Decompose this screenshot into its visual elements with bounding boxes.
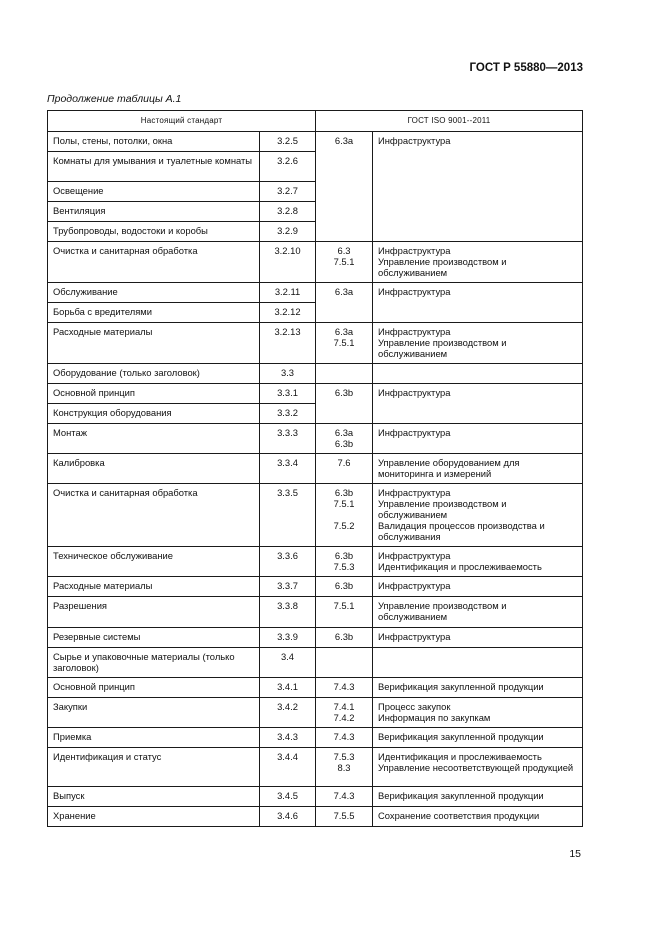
iso-clause-numbers [316,132,373,242]
iso-clause-title-line: Управление оборудованием для мониторинга и измерений [378,457,520,479]
iso-clause-numbers [316,597,373,628]
iso-clause-numbers [316,364,373,384]
iso-clause-numbers [316,787,373,807]
iso-clause-number: 7.5.3 [333,751,355,762]
clause-number: 3.2.8 [260,202,316,222]
iso-clause-number: 6.3a [334,427,354,438]
clause-number: 3.2.10 [260,242,316,283]
table-row [48,283,583,303]
iso-clause-number: 7.5.3 [333,561,355,572]
iso-clause-title-line: Управление производством и обслуживанием [378,256,507,278]
table-row [48,547,583,577]
table-row [48,698,583,728]
iso-clause-number: 7.4.1 [333,701,355,712]
table-row [48,628,583,648]
iso-clause-number: 7.4.3 [333,731,355,742]
clause-number: 3.4.6 [260,807,316,827]
clause-number: 3.2.11 [260,283,316,303]
iso-clause-title-line: Информация по закупкам [378,712,491,723]
clause-name: Очистка и санитарная обработка [48,242,260,283]
iso-clause-title-line: Инфраструктура [378,580,451,591]
doc-code: ГОСТ Р 55880—2013 [469,62,583,74]
iso-clause-number: 6.3a [334,326,354,337]
clause-name: Резервные системы [48,628,260,648]
clause-number: 3.3.4 [260,454,316,484]
table-row [48,424,583,454]
iso-clause-title-line: Инфраструктура [378,326,451,337]
clause-name: Монтаж [48,424,260,454]
clause-number: 3.2.9 [260,222,316,242]
iso-clause-title-line: Верификация закупленной продукции [378,681,544,692]
table-row [48,577,583,597]
iso-clause-title [373,384,583,424]
table-header-row [48,111,583,132]
iso-clause-title-line: Верификация закупленной продукции [378,790,544,801]
table-row [48,787,583,807]
iso-clause-title [373,748,583,787]
clause-name: Хранение [48,807,260,827]
iso-clause-title-line: Инфраструктура [378,286,451,297]
clause-number: 3.3.7 [260,577,316,597]
clause-number: 3.3.9 [260,628,316,648]
page-number: 15 [569,848,581,860]
iso-clause-numbers [316,323,373,364]
iso-clause-number: 8.3 [337,762,351,773]
clause-name: Сырье и упаковочные материалы (только заголовок) [48,648,260,678]
iso-clause-title [373,577,583,597]
iso-clause-number: 7.4.3 [333,790,355,801]
iso-clause-title-line: Верификация закупленной продукции [378,731,544,742]
correspondence-table [47,110,583,827]
iso-clause-number: 7.4.2 [333,712,355,723]
table-row [48,678,583,698]
iso-clause-numbers [316,698,373,728]
iso-clause-numbers [316,454,373,484]
clause-name: Полы, стены, потолки, окна [48,132,260,152]
table-row [48,648,583,678]
clause-number: 3.3.2 [260,404,316,424]
iso-clause-title-line: Процесс закупок [378,701,451,712]
clause-name: Освещение [48,182,260,202]
clause-name: Расходные материалы [48,577,260,597]
iso-clause-number: 6.3a [334,135,354,146]
iso-clause-numbers [316,283,373,323]
iso-clause-numbers [316,484,373,547]
iso-clause-number: 6.3b [334,631,354,642]
clause-name: Оборудование (только заголовок) [48,364,260,384]
iso-clause-title [373,323,583,364]
iso-clause-title-line: Идентификация и прослеживаемость [378,561,542,572]
iso-clause-number: 7.5.2 [333,520,355,531]
clause-name: Трубопроводы, водостоки и коробы [48,222,260,242]
clause-name: Техническое обслуживание [48,547,260,577]
clause-number: 3.4.3 [260,728,316,748]
table-row [48,384,583,404]
iso-clause-numbers [316,242,373,283]
clause-name: Разрешения [48,597,260,628]
iso-clause-numbers [316,384,373,424]
iso-clause-title [373,484,583,547]
table-row [48,323,583,364]
iso-clause-numbers [316,628,373,648]
iso-clause-title-line: Инфраструктура [378,550,451,561]
iso-clause-title [373,648,583,678]
iso-clause-number: 7.5.5 [333,810,355,821]
clause-number: 3.2.13 [260,323,316,364]
clause-name: Конструкция оборудования [48,404,260,424]
clause-name: Приемка [48,728,260,748]
clause-number: 3.3.3 [260,424,316,454]
iso-clause-title [373,132,583,242]
iso-clause-title-line: Управление производством и обслуживанием [378,600,507,622]
iso-clause-numbers [316,577,373,597]
iso-clause-numbers [316,424,373,454]
clause-number: 3.4.1 [260,678,316,698]
iso-clause-title-line: Инфраструктура [378,245,451,256]
clause-number: 3.3.6 [260,547,316,577]
clause-name: Расходные материалы [48,323,260,364]
table-row [48,484,583,547]
clause-number: 3.3.8 [260,597,316,628]
iso-clause-title [373,628,583,648]
iso-clause-title [373,364,583,384]
table-row [48,728,583,748]
iso-clause-title-line: Инфраструктура [378,427,451,438]
iso-clause-number: 6.3 [337,245,351,256]
iso-clause-title [373,678,583,698]
clause-name: Борьба с вредителями [48,303,260,323]
iso-clause-numbers [316,648,373,678]
iso-clause-title-line: Управление несоответствующей продукцией [378,762,574,773]
iso-clause-title-line: Инфраструктура [378,631,451,642]
iso-clause-title-line: Сохранение соответствия продукции [378,810,540,821]
iso-clause-numbers [316,547,373,577]
clause-number: 3.3.1 [260,384,316,404]
clause-name: Основной принцип [48,384,260,404]
clause-number: 3.2.7 [260,182,316,202]
iso-clause-numbers [316,807,373,827]
clause-number: 3.3.5 [260,484,316,547]
clause-name: Очистка и санитарная обработка [48,484,260,547]
clause-name: Вентиляция [48,202,260,222]
iso-clause-number: 6.3b [334,580,354,591]
clause-name: Закупки [48,698,260,728]
clause-name: Обслуживание [48,283,260,303]
iso-clause-number: 7.5.1 [333,337,355,348]
clause-number: 3.4.4 [260,748,316,787]
iso-clause-title [373,242,583,283]
clause-number: 3.3 [260,364,316,384]
clause-number: 3.4.5 [260,787,316,807]
clause-number: 3.4 [260,648,316,678]
table-row [48,364,583,384]
clause-number: 3.2.5 [260,132,316,152]
iso-clause-title-line: Инфраструктура [378,487,451,498]
iso-clause-title [373,547,583,577]
clause-name: Выпуск [48,787,260,807]
iso-clause-number: 6.3b [334,438,354,449]
clause-number: 3.4.2 [260,698,316,728]
iso-clause-number: 6.3b [334,387,354,398]
iso-clause-title [373,454,583,484]
iso-clause-number: 7.5.1 [333,256,355,267]
iso-clause-title [373,283,583,323]
iso-clause-number: 7.5.1 [333,600,355,611]
table-row [48,242,583,283]
iso-clause-number: 6.3b [334,487,354,498]
table-row [48,454,583,484]
iso-clause-title-line: Инфраструктура [378,387,451,398]
iso-clause-title-line: Идентификация и прослеживаемость [378,751,542,762]
iso-clause-title [373,698,583,728]
iso-clause-title-line: Управление производством и обслуживанием [378,498,507,520]
header-this-standard: Настоящий стандарт [48,111,316,132]
clause-number: 3.2.12 [260,303,316,323]
table-row [48,807,583,827]
iso-clause-number: 7.6 [337,457,351,468]
iso-clause-title-line: Инфраструктура [378,135,451,146]
table-caption: Продолжение таблицы А.1 [47,93,182,105]
header-iso-standard: ГОСТ ISO 9001--2011 [316,111,583,132]
table-row [48,748,583,787]
iso-clause-title-line: Управление производством и обслуживанием [378,337,507,359]
iso-clause-number: 6.3b [334,550,354,561]
iso-clause-numbers [316,728,373,748]
iso-clause-number: 7.4.3 [333,681,355,692]
iso-clause-number: 7.5.1 [333,498,355,509]
iso-clause-title [373,424,583,454]
iso-clause-title-line: Валидация процессов производства и обслуживания [378,520,545,542]
clause-name: Основной принцип [48,678,260,698]
table-row [48,597,583,628]
iso-clause-title [373,728,583,748]
clause-number: 3.2.6 [260,152,316,182]
clause-name: Идентификация и статус [48,748,260,787]
iso-clause-title [373,807,583,827]
clause-name: Комнаты для умывания и туалетные комнаты [48,152,260,182]
iso-clause-number: 6.3a [334,286,354,297]
iso-clause-title [373,597,583,628]
iso-clause-numbers [316,748,373,787]
clause-name: Калибровка [48,454,260,484]
table-row [48,132,583,152]
iso-clause-title [373,787,583,807]
iso-clause-numbers [316,678,373,698]
